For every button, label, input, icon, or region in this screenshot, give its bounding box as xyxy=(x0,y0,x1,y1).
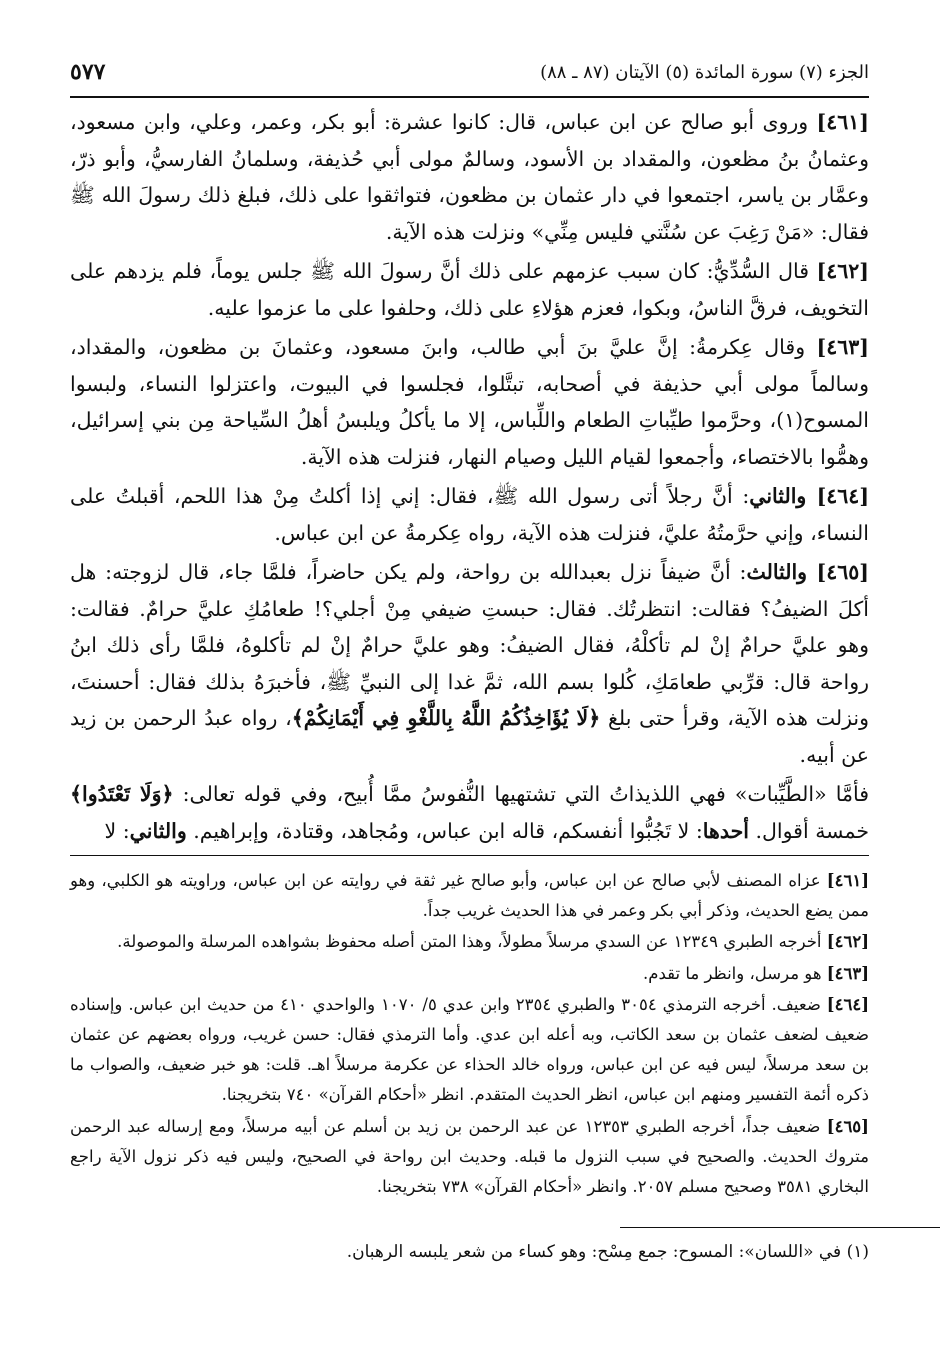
paragraph-lead: والثاني xyxy=(749,484,817,508)
paragraph-tayyibat xyxy=(70,776,869,849)
quran-verse: ﴿لَا يُؤَاخِذُكُمُ اللَّهُ بِاللَّغْوِ فِي أَيْمَانِكُمْ﴾ xyxy=(291,706,601,730)
paragraph-number: [٤٦٣] xyxy=(816,335,869,359)
paragraph-number: [٤٦٥] xyxy=(816,560,869,584)
paragraph-text: : لا xyxy=(104,818,130,843)
paragraph-lead: أحدها xyxy=(702,818,749,843)
paragraph-464 xyxy=(70,478,869,551)
paragraph-text: : أنَّ ضيفاً نزل بعبدالله بن رواحة، ولم يكن حاضراً، فلمَّا جاء، قال لزوجته: هل أكلَ الضيفُ؟ فقالت: انتظرتُك. فقال: حبستِ ضيفي مِنْ أجلي؟! طعامُكِ عليَّ حرامٌ. فقالت: وهو عليَّ حرامٌ إنْ لم تأكلْهُ، فقال الضيفُ: وهو عليَّ حرامٌ إنْ لم تأكلوهُ، فلمَّا رأى ذلك ابنُ رواحة قال: قرِّبي طعامَكِ، كُلوا بسم الله، ثمَّ غدا إلى النبيِّ ﷺ، فأخبرَهُ بذلك فقال: أحسنتَ، ونزلت هذه الآية، وقرأ حتى بلغ xyxy=(70,560,869,730)
footnote-rule xyxy=(620,1227,940,1228)
note-462 xyxy=(70,927,869,957)
paragraph-461 xyxy=(70,104,869,250)
paragraph-lead: والثالث xyxy=(746,560,817,584)
note-463 xyxy=(70,959,869,989)
note-text: ضعيف. أخرجه الترمذي ٣٠٥٤ والطبري ٢٣٥٤ وابن عدي ٥/ ١٠٧٠ والواحدي ٤١٠ من حديث ابن عباس. وإسناده ضعيف لضعف عثمان بن سعد الكاتب، وبه أعله ابن عدي. وأما الترمذي فقال: حسن غريب، ورواه بعضهم عن عثمان بن سعد مرسلاً، ليس فيه عن ابن عباس، ورواه خالد الحذاء عن عكرمة مرسلاً اهـ. قلت: هو خبر ضعيف، والصواب ما ذكره أئمة التفسير ومنهم ابن عباس، انظر الحديث المتقدم. انظر «أحكام القرآن» ٧٤٠ بتخريجنا. xyxy=(70,994,869,1105)
paragraph-463 xyxy=(70,329,869,475)
note-text: أخرجه الطبري ١٢٣٤٩ عن السدي مرسلاً مطولاً، وهذا المتن أصله محفوظ بشواهده المرسلة والموصولة. xyxy=(117,932,827,952)
note-461 xyxy=(70,866,869,926)
paragraph-text: خمسة أقوال. xyxy=(748,818,869,843)
running-head: الجزء (٧) سورة المائدة (٥) الآيتان (٨٧ ـ ٨٨) xyxy=(540,61,869,83)
page-footnote: (١) في «اللسان»: المسوح: جمع مِسْح: وهو كساء من شعر يلبسه الرهبان. xyxy=(346,1242,869,1262)
note-number: [٤٦٤] xyxy=(826,994,869,1014)
paragraph-number: [٤٦٤] xyxy=(816,484,870,508)
paragraph-lead: والثاني xyxy=(129,818,187,843)
paragraph-text: فأمَّا «الطَّيِّبات» فهي اللذيذاتُ التي تشتهيها النُّفوسُ ممَّا أُبيح، وفي قوله تعالى: xyxy=(173,782,870,806)
paragraph-number: [٤٦٢] xyxy=(816,259,869,283)
main-text xyxy=(70,104,869,1203)
paragraph-text: : لا تَجُبُّوا أنفسكم، قاله ابن عباس، ومُجاهد، وقتادة، وإبراهيم. xyxy=(186,818,703,843)
paragraph-text: ، رواه عبدُ الرحمن بن زيد عن أبيه. xyxy=(70,706,869,767)
note-number: [٤٦٣] xyxy=(826,963,869,983)
paragraph-462 xyxy=(70,253,869,326)
paragraph-text: : أنَّ رجلاً أتى رسول الله ﷺ، فقال: إني إذا أكلتُ مِنْ هذا اللحم، أقبلتُ على النساء، وإني حرَّمتُهُ عليَّ، فنزلت هذه الآية، رواه عِكرمةُ عن ابن عباس. xyxy=(70,484,869,545)
paragraph-text: وروى أبو صالح عن ابن عباس، قال: كانوا عشرة: أبو بكر، وعمر، وعلي، وابن مسعود، وعثمانُ بنُ مظعون، والمقداد بن الأسود، وسالمٌ مولى أبي حُذيفة، وسلمانُ الفارسيُّ، وأبو ذرّ، وعمَّار بن ياسر، اجتمعوا في دار عثمان بن مظعون، فتواثقوا على ذلك، فبلغ ذلك رسولَ الله ﷺ فقال: «مَنْ رَغِبَ عن سُنَّتي فليس مِنِّي» ونزلت هذه الآية. xyxy=(70,110,869,244)
paragraph-text: وقال عِكرمةُ: إنَّ عليَّ بنَ أبي طالب، وابنَ مسعود، وعثمانَ بن مظعون، والمقداد، وسالماً مولى أبي حذيفة في أصحابه، تبتَّلوا، فجلسوا في البيوت، واعتزلوا النساء، ولبسوا المسوح(١)، وحرَّموا طيِّباتِ الطعام واللِّباس، إلا ما يأكلُ ويلبسُ أهلُ السِّياحة مِن بني إسرائيل، وهمُّوا بالاختصاء، وأجمعوا لقيام الليل وصيام النهار، فنزلت هذه الآية. xyxy=(70,335,869,469)
note-text: هو مرسل، وانظر ما تقدم. xyxy=(643,963,827,983)
note-465 xyxy=(70,1112,869,1203)
note-number: [٤٦١] xyxy=(826,871,869,890)
paragraph-465 xyxy=(70,554,869,773)
note-number: [٤٦٥] xyxy=(826,1116,869,1136)
page-number: ٥٧٧ xyxy=(70,59,106,85)
paragraph-text: قال السُّدِّيُّ: كان سبب عزمهم على ذلك أنَّ رسولَ الله ﷺ جلس يوماً، فلم يزدهم على التخويف، فرقَّ الناسُ، وبكوا، فعزم هؤلاءِ على ذلك، وحلفوا على ما عزموا عليه. xyxy=(70,259,869,320)
note-text: ضعيف جداً، أخرجه الطبري ١٢٣٥٣ عن عبد الرحمن بن زيد بن أسلم عن أبيه مرسلاً، ومع إرساله عبد الرحمن متروك الحديث. والصحيح في سبب النزول ما قبله. وحديث ابن رواحة في الصحيح، وليس فيه ذكر نزول الآية راجع البخاري ٣٥٨١ وصحيح مسلم ٢٠٥٧. وانظر «أحكام القرآن» ٧٣٨ بتخريجنا. xyxy=(70,1116,869,1197)
notes-divider xyxy=(70,855,869,856)
note-464 xyxy=(70,990,869,1111)
note-number: [٤٦٢] xyxy=(826,932,869,952)
page-header xyxy=(70,48,869,98)
quran-verse: ﴿وَلَا تَعْتَدُوا﴾ xyxy=(70,782,174,806)
paragraph-number: [٤٦١] xyxy=(816,110,869,134)
note-text: عزاه المصنف لأبي صالح عن ابن عباس، وأبو صالح غير ثقة في روايته عن ابن عباس، وراويته هو الكلبي، وهو ممن يضع الحديث، وذكر أبي بكر وعمر في هذا الحديث غريب جداً. xyxy=(70,871,869,921)
